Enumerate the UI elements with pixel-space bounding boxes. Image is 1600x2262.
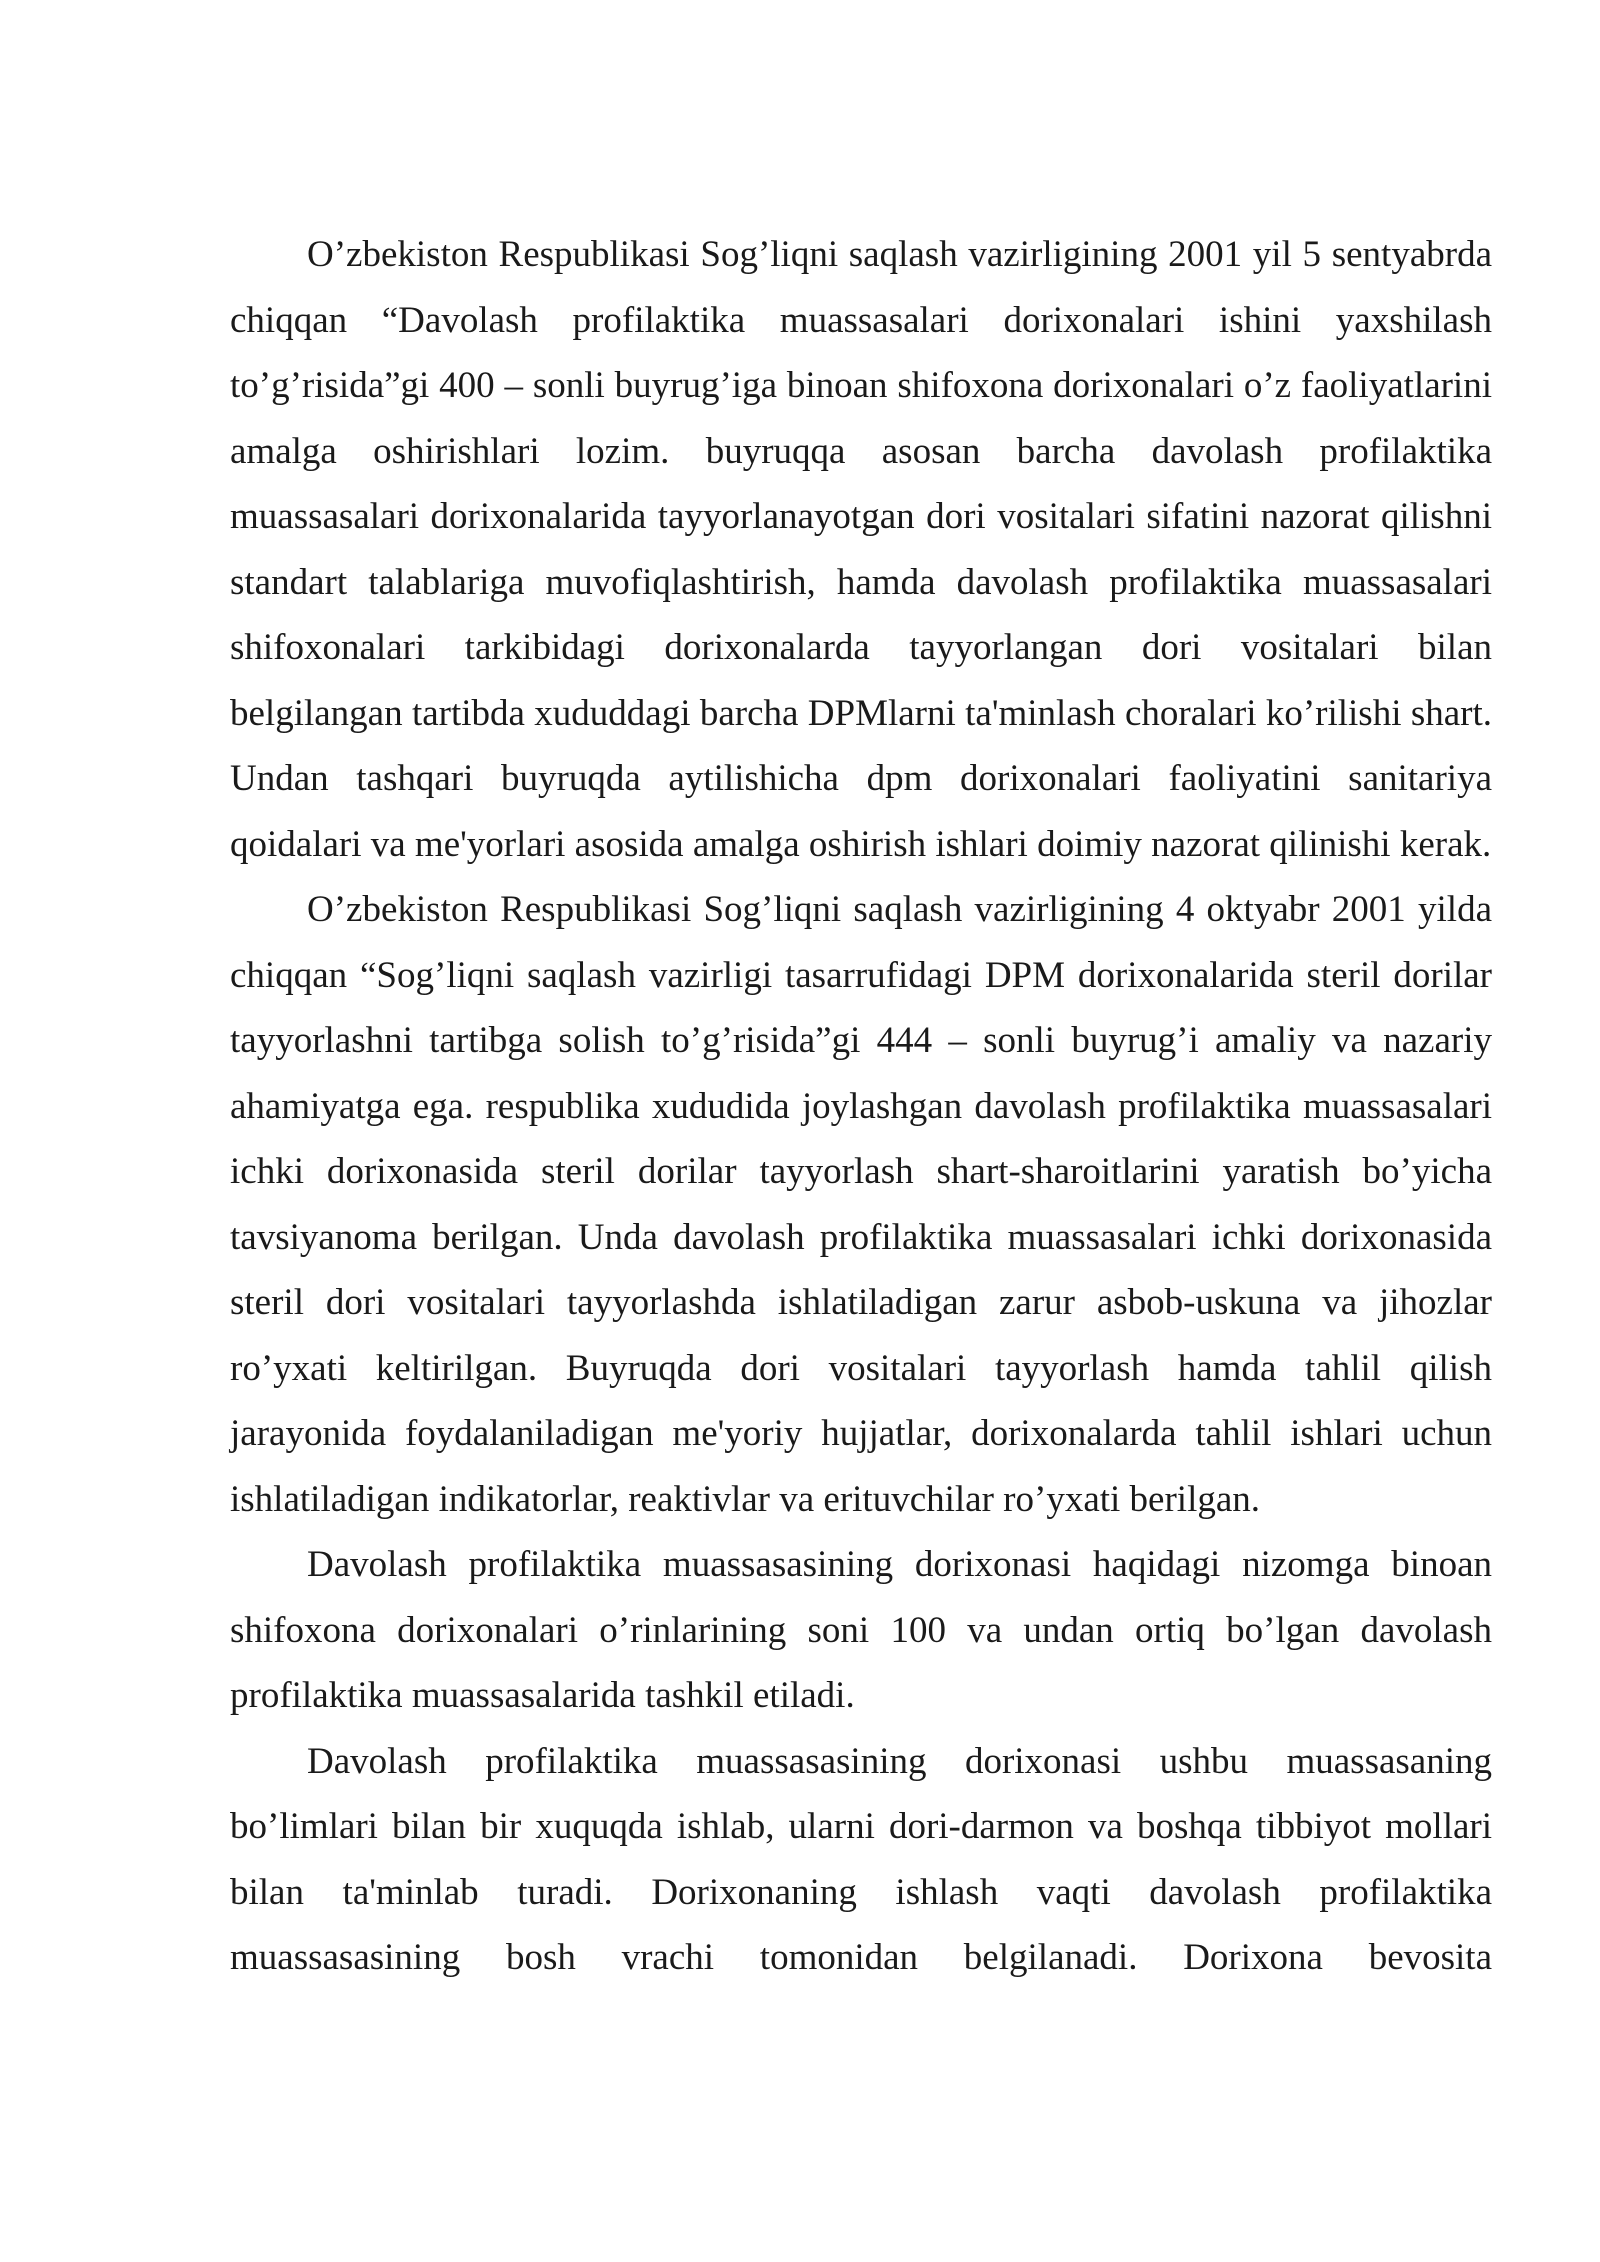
paragraph-4: Davolash profilaktika muassasasining dorixonasi ushbu muassasaning bo’limlari bilan bir xuquqda ishlab, ularni dori-darmon va boshqa tibbiyot mollari bilan ta'minlab turadi. Dorixonaning ishlash vaqti davolash profilaktika muassasasining bosh vrachi tomonidan belgilanadi. Dorixona bevosita (230, 1740, 1492, 1978)
paragraph-2: O’zbekiston Respublikasi Sog’liqni saqlash vazirligining 4 oktyabr 2001 yilda chiqqan “Sog’liqni saqlash vazirligi tasarrufidagi DPM dorixonalarida steril dorilar tayyorlashni tartibga solish to’g’risida”gi 444 – sonli buyrug’i amaliy va nazariy ahamiyatga ega. respublika xududida joylashgan davolash profilaktika muassasalari ichki dorixonasida steril dorilar tayyorlash shart-sharoitlarini yaratish bo’yicha tavsiyanoma berilgan. Unda davolash profilaktika muassasalari ichki dorixonasida steril dori vositalari tayyorlashda ishlatiladigan zarur asbob-uskuna va jihozlar ro’yxati keltirilgan. Buyruqda dori vositalari tayyorlash hamda tahlil qilish jarayonida foydalaniladigan me'yoriy hujjatlar, dorixonalarda tahlil ishlari uchun ishlatiladigan indikatorlar, reaktivlar va erituvchilar ro’yxati berilgan. (230, 889, 1492, 1520)
document-page (230, 222, 1492, 1991)
paragraph-3: Davolash profilaktika muassasasining dorixonasi haqidagi nizomga binoan shifoxona dorixonalari o’rinlarining soni 100 va undan ortiq bo’lgan davolash profilaktika muassasalarida tashkil etiladi. (230, 1544, 1492, 1716)
paragraph-1: O’zbekiston Respublikasi Sog’liqni saqlash vazirligining 2001 yil 5 sentyabrda chiqqan “Davolash profilaktika muassasalari dorixonalari ishini yaxshilash to’g’risida”gi 400 – sonli buyrug’iga binoan shifoxona dorixonalari o’z faoliyatlarini amalga oshirishlari lozim. buyruqqa asosan barcha davolash profilaktika muassasalari dorixonalarida tayyorlanayotgan dori vositalari sifatini nazorat qilishni standart talablariga muvofiqlashtirish, hamda davolash profilaktika muassasalari shifoxonalari tarkibidagi dorixonalarda tayyorlangan dori vositalari bilan belgilangan tartibda xududdagi barcha DPMlarni ta'minlash choralari ko’rilishi shart. Undan tashqari buyruqda aytilishicha dpm dorixonalari faoliyatini sanitariya qoidalari va me'yorlari asosida amalga oshirish ishlari doimiy nazorat qilinishi kerak. (230, 234, 1492, 865)
